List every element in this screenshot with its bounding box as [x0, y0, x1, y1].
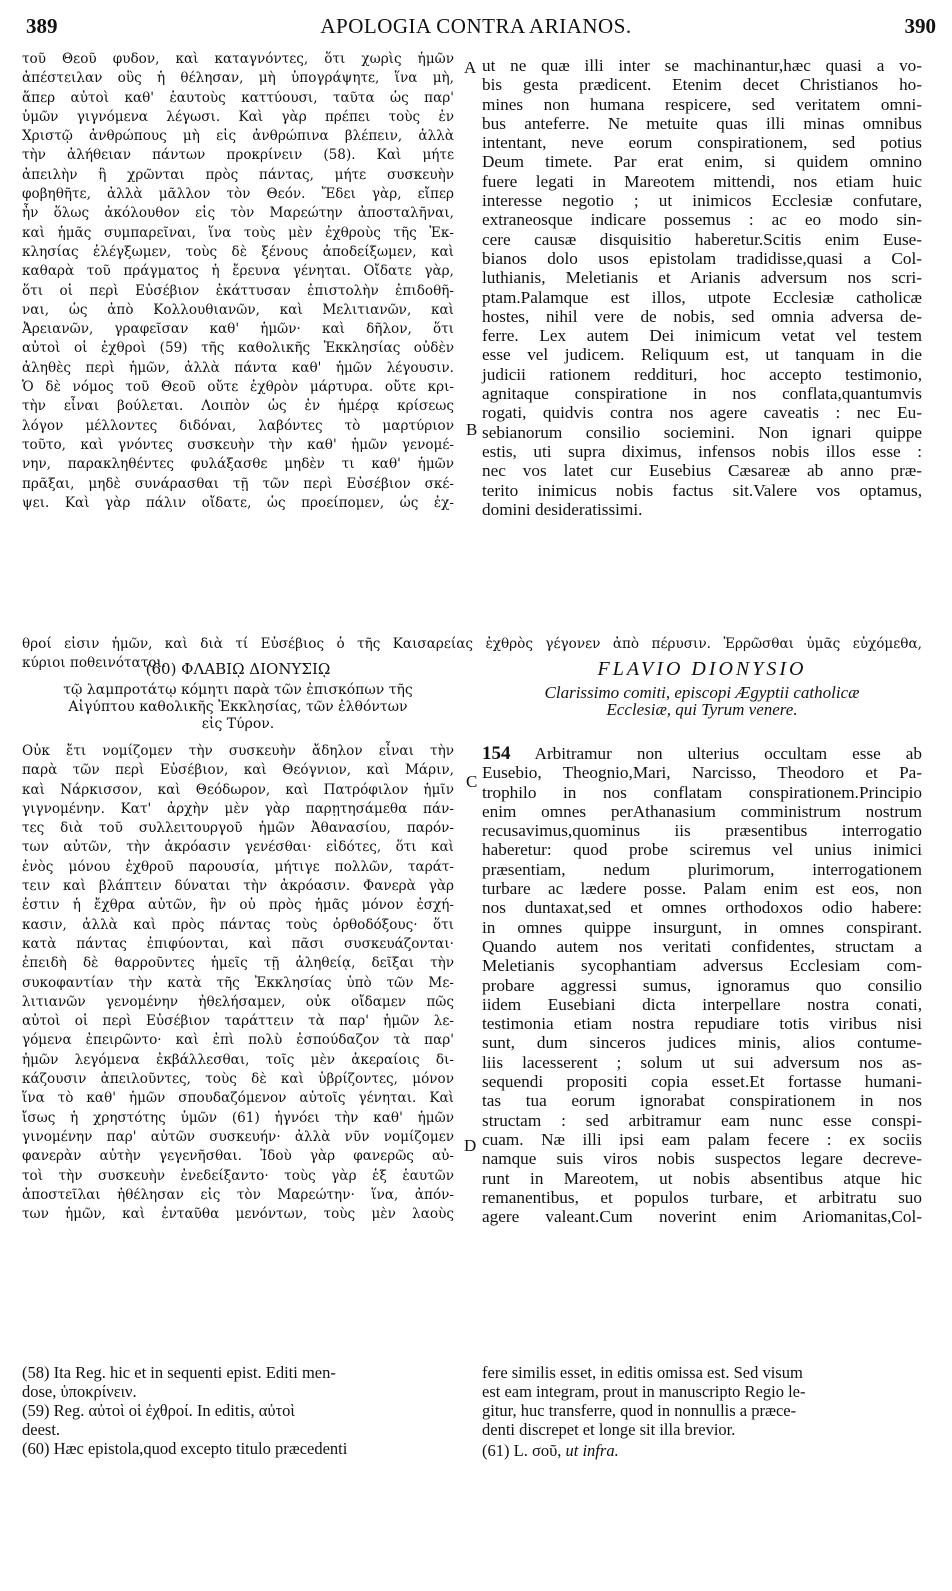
latin-top-line: intentant, neve eorum conspirationem, sed potius — [482, 133, 922, 153]
greek-top-line: φοβηθῆτε, ἀλλὰ μᾶλλον τὸν Θεόν. Ἔδει γὰρ, εἴπερ — [22, 186, 454, 203]
latin-body-line: iidem Eusebiani dicta interpellare nostra conati, — [482, 994, 922, 1014]
latin-body-first-line — [482, 744, 922, 763]
greek-top-line: καθαρὰ τοῦ πράγματος ἡ ἔρευνα γένηται. Οἴδατε γὰρ, — [22, 263, 454, 280]
margin-letter-b: B — [466, 420, 478, 439]
greek-body-line: τειν καὶ βλάπτειν δύναται τὴν ἀκρόασιν. Φανερὰ γὰρ — [22, 878, 454, 895]
greek-body-line: καὶ Νάρκισσον, καὶ Θεόδωρον, καὶ Πατρόφιλον ἡμῖν — [22, 781, 454, 798]
footnote-59-line-1: (59) Reg. αὐτοὶ οἱ ἐχθροί. In editis, αὐτοὶ — [22, 1401, 295, 1420]
greek-body-line: γόμενα ἐπειρῶντο· καὶ ἐπὶ πολὺ ἐσπούδαζον τὰ παρ' — [22, 1032, 454, 1049]
greek-column-top — [22, 50, 454, 513]
greek-body-line: ἐστιν ἡ ἔχθρα αὐτῶν, ἣν οὐ πρὸς ἡμᾶς μόνον ἐσχή- — [22, 897, 454, 914]
margin-letter-c: C — [466, 772, 478, 791]
page-header — [0, 14, 952, 44]
greek-top-line: τοῦτο, καὶ γνόντες συσκευὴν τὴν καθ' ἡμῶν γενομέ- — [22, 436, 454, 453]
latin-body-line: recusavimus,quominus iis præsentibus interrogatio — [482, 821, 922, 841]
latin-body-line: in omnes quippe insurgunt, in omnes conspirant. — [482, 917, 922, 937]
latin-top-line: bus anteferre. Ne metuite quas illi minas omnibus — [482, 113, 922, 133]
greek-tail-line: θροί εἰσιν ἡμῶν, καὶ διὰ τί Εὐσέβιος ὁ τῆς Καισαρείας ἐχθρὸς γέγονεν ἀπὸ πέρυσιν. Ἐρρῶσθαι ὑμᾶς εὐχόμεθα, — [22, 636, 922, 652]
latin-body-line: sunt, dum sinceros judices minis, alios contume- — [482, 1033, 922, 1053]
footnote-60-line-5: denti discrepet et longe sit illa brevior. — [482, 1420, 736, 1439]
latin-body-line: remanentibus, et populos turbare, et arbitratu suo — [482, 1187, 922, 1207]
latin-body-line: liis lacesserent ; solum ut sui adversum nos as- — [482, 1052, 922, 1072]
greek-top-line: ψει. Καὶ γὰρ πάλιν οἴδατε, ὡς προείπομεν, ὡς ἐχ- — [22, 494, 454, 511]
latin-body-line: cuam. Næ illi ipsi eam palam fecere : ex sociis — [482, 1129, 922, 1149]
greek-body-line: λιτιανῶν γενομένην ἠθελήσαμεν, οὐκ οἴδαμεν πῶς — [22, 993, 454, 1010]
latin-body-line: Eusebio, Theognio,Mari, Narcisso, Theodoro et Pa- — [482, 763, 922, 783]
footnote-60-line-1: (60) Hæc epistola,quod excepto titulo præcedenti — [22, 1439, 348, 1458]
greek-body-line: παρὰ τῶν περὶ Εὐσέβιον, καὶ Θεόγνιον, καὶ Μάριν, — [22, 762, 454, 779]
latin-heading-title: FLAVIO DIONYSIO — [597, 658, 807, 680]
latin-top-line: fuere legati in Mareotem mittendi, nos etiam huic — [482, 171, 922, 191]
greek-body-line: των αὐτῶν, τὴν ἀκρόασιν γενέσθαι· εἰδότες, ὅτι καὶ — [22, 839, 454, 856]
latin-body-line: enim omnes perAthanasium comministrum nostrum — [482, 801, 922, 821]
latin-top-line: cere causæ disquisitio haberetur.Scitis enim Euse- — [482, 229, 922, 249]
footnote-58-line-2: dose, ὑποκρίνειν. — [22, 1382, 137, 1401]
latin-body-line: probare aggressi sumus, ignoramus quo consilio — [482, 975, 922, 995]
greek-top-line: καὶ ἡμᾶς συμπαρεῖναι, ἵνα τοὺς μὲν ἐχθροὺς τῆς Ἐκ- — [22, 224, 454, 241]
greek-top-line: ὑμῶν γιγνόμενα λέγωσι. Καὶ γὰρ πρέπει τοὺς ἐν — [22, 108, 454, 125]
latin-top-line: estis, uti supra diximus, infensos nobis illos esse : — [482, 441, 922, 461]
greek-top-line: πρᾶξαι, μηδὲ συνάρασθαι τῇ τῶν περὶ Εὐσέβιον σκέ- — [22, 475, 454, 492]
running-title: APOLOGIA CONTRA ARIANOS. — [320, 14, 632, 38]
greek-top-line: ἀπειλὴν ἣ χρῶνται πρὸς πάντας, μήτε συσκευὴν — [22, 166, 454, 183]
latin-top-line: bis gesta prædicent. Etenim decet Christianos ho- — [482, 75, 922, 95]
latin-top-line: sebianorum consilio sociemini. Non ignari quippe — [482, 422, 922, 442]
page-number-left: 389 — [26, 14, 58, 38]
greek-top-line: ἀληθὲς περὶ ἡμῶν, ἀλλὰ πάντα καθ' ἡμῶν λέγουσιν. — [22, 359, 454, 376]
latin-body-lines — [482, 763, 922, 1226]
latin-body-line: testimonia etiam nostra repudiare totis viribus nisi — [482, 1014, 922, 1034]
greek-body-line: φανερὰν αὐτὴν γεγενῆσθαι. Ἰδοὺ γὰρ φανερῶς αὐ- — [22, 1148, 454, 1165]
greek-body-line: γινομένην παρ' αὐτῶν συσκευήν· ἀλλὰ νῦν νομίζομεν — [22, 1128, 454, 1145]
latin-column-body — [482, 744, 922, 1226]
latin-top-line: luthianis, Meletianis et Arianis adversum nos scri- — [482, 268, 922, 288]
latin-heading-line-1: Clarissimo comiti, episcopi Ægyptii catholicæ — [544, 683, 860, 702]
footnote-60-line-2: fere similis esset, in editis omissa est. Sed visum — [482, 1363, 803, 1382]
greek-body-line: των ἡμῶν, καὶ ἐνταῦθα μενόντων, τοὺς μὲν λαοὺς — [22, 1206, 454, 1223]
latin-column-top — [482, 56, 922, 519]
greek-top-line: ἅπερ αὐτοὶ καθ' ἑαυτοὺς καττύουσι, ταῦτα ὡς παρ' — [22, 89, 454, 106]
greek-body-line: ἡμῶν λεγόμενα ἐκβάλλεσθαι, τοῖς μὲν ἀκεραίοις δι- — [22, 1051, 454, 1068]
greek-top-line: Ὁ δὲ νόμος τοῦ Θεοῦ οὔτε ἐχθρὸν μάρτυρα. οὔτε κρι- — [22, 379, 454, 396]
greek-body-line: Οὐκ ἔτι νομίζομεν τὴν συσκευὴν ἄδηλον εἶναι τὴν — [22, 743, 454, 759]
greek-body-line: κάζουσιν ἀπειλοῦντες, τοὺς δὲ καὶ ὑβρίζοντες, μόνον — [22, 1071, 454, 1088]
greek-tail-line: κύριοι ποθεινότατοι. — [22, 655, 167, 672]
greek-top-line: κλησίας ἐλέγξωμεν, τοὺς δὲ ξένους ἀποδείξωμεν, καὶ — [22, 243, 454, 260]
footnote-61-prefix: (61) L. σοῦ, — [482, 1441, 562, 1460]
greek-body-line: γιγνομένην. Κατ' ἀρχὴν μὲν γὰρ παρῃτησάμεθα πάν- — [22, 800, 454, 817]
greek-body-line: τοὶ τὴν συσκευὴν ἐνεδείξαντο· τοὺς γὰρ ἑξ ἑαυτῶν — [22, 1167, 454, 1184]
latin-body-line: agere valeant.Cum noverint enim Ariomanitas,Col- — [482, 1207, 922, 1227]
greek-top-line: τὴν ἀλήθειαν πάντων προκρίνειν (58). Καὶ μήτε — [22, 147, 454, 164]
latin-top-line: ut ne quæ illi inter se machinantur,hæc quasi a vo- — [482, 56, 922, 75]
latin-body-line: turbare ac lædere posse. Palam enim est eos, non — [482, 879, 922, 899]
greek-body-line: ἐπειδὴ δὲ θαρροῦντες ἡμεῖς τῇ ἀληθείᾳ, δεῖξαι τὴν — [22, 955, 454, 972]
latin-top-line: judicii rationem reddituri, hoc accepto testimonio, — [482, 364, 922, 384]
greek-top-line: τὴν εἶναι βούλεται. Λοιπὸν ὡς ἐν ἡμέρᾳ κρίσεως — [22, 398, 454, 415]
latin-top-line: ferre. Lex autem Dei inimicum vetat vel testem — [482, 326, 922, 346]
latin-top-line: extraneosque indicare possemus : ac eo modo sin- — [482, 210, 922, 230]
greek-heading-line-2: Αἰγύπτου καθολικῆς Ἐκκλησίας, τῶν ἐλθόντων — [68, 699, 408, 715]
greek-top-line: νην, παρακληθέντες φυλάξασθε μηδὲν τι καθ' ἡμῶν — [22, 456, 454, 473]
footnote-61-italic: ut infra. — [565, 1441, 619, 1460]
latin-body-line: trophilo in nos conflatam conspirationem.Principio — [482, 782, 922, 802]
greek-body-line: ἀποστεῖλαι ἠθέλησαν εἰς τὸν Μαρεώτην· ἵνα, ἀπόν- — [22, 1186, 454, 1203]
greek-top-line: τοῦ Θεοῦ φυδον, καὶ καταγνόντες, ὅτι χωρὶς ἡμῶν — [22, 51, 454, 67]
greek-body-line: ἑνὸς μόνου ἐχθροῦ παρουσία, μήτιγε πολλῶν, ταράτ- — [22, 858, 454, 875]
latin-body-line: structam : sed arbitramur eam nunc esse conspi- — [482, 1110, 922, 1130]
latin-letter-heading — [482, 658, 922, 719]
page-number-right: 390 — [904, 14, 936, 38]
greek-top-line: λόγον μέλλοντες διδόναι, λαβόντες τὸ μαρτύριον — [22, 417, 454, 434]
footnotes-left — [22, 1363, 454, 1458]
greek-body-line: τες διὰ τοῦ συλλειτουργοῦ ἡμῶν Ἀθανασίου, παρόν- — [22, 820, 454, 837]
latin-top-line: interesse negotio ; ut inimicos Ecclesiæ confutare, — [482, 191, 922, 211]
greek-body-line: κασιν, ἀλλὰ καὶ πρὸς πάντας τοὺς ὀρθοδόξους· ὅτι — [22, 916, 454, 933]
margin-letter-a: A — [464, 58, 477, 77]
latin-body-line: tas tua eorum ignorabat conspirationem in nos — [482, 1091, 922, 1111]
latin-top-line: ptam.Palamque est illos, utpote Ecclesiæ catholicæ — [482, 287, 922, 307]
greek-heading-line-3: εἰς Τύρον. — [201, 716, 275, 732]
latin-top-line: esse vel judicem. Reliquum est, ut tanquam in die — [482, 345, 922, 365]
greek-top-line: ἦν ὅλως ἀκόλουθον εἰς τὸν Μαρεώτην ἀποσταλῆναι, — [22, 205, 454, 222]
greek-top-line: Χριστῷ ἀνθρώπους μὴ εἰς ἀνθρώπινα βλέπειν, ἀλλὰ — [22, 128, 454, 145]
latin-top-line: nec vos latet cur Eusebius Cæsareæ ab anno præ- — [482, 461, 922, 481]
latin-top-line: terito inimicus nobis factus sit.Valere vos optamus, — [482, 480, 922, 500]
footnote-58-line-1: (58) Ita Reg. hic et in sequenti epist. Editi men- — [22, 1363, 336, 1382]
footnote-59-line-2: deest. — [22, 1420, 61, 1439]
footnote-60-line-4: gitur, huc transferre, quod in nonnullis a præce- — [482, 1401, 797, 1420]
section-number: 154 — [482, 743, 511, 764]
latin-heading-line-2: Ecclesiæ, qui Tyrum venere. — [606, 700, 798, 719]
latin-body-line: Meletianis sycophantiam adversus Ecclesiam com- — [482, 956, 922, 976]
latin-top-line: agnitaque conspiratione in nos conflata,quantumvis — [482, 384, 922, 404]
footnotes-right — [482, 1363, 922, 1460]
greek-heading-title: (60) ΦΛΑΒΙῼ ΔΙΟΝΥΣΙῼ — [145, 660, 331, 678]
latin-body-line: haberetur: quod probe sciremus vel unius inimici — [482, 840, 922, 860]
greek-top-line: Ἀρειανῶν, γραφεῖσαν καθ' ἡμῶν· καὶ δῆλον, ὅτι — [22, 321, 454, 338]
greek-top-line: ναι, ὡς ἀπὸ Κολλουθιανῶν, καὶ Μελιτιανῶν, καὶ — [22, 301, 454, 318]
latin-top-line: hostes, nihil vere de nobis, sed omnia adversa de- — [482, 306, 922, 326]
greek-body-line: αὐτοὶ οἱ περὶ Εὐσέβιον ταράττειν τὰ παρ' ἡμῶν λε- — [22, 1013, 454, 1030]
footnote-60-line-3: est eam integram, prout in manuscripto Regio le- — [482, 1382, 806, 1401]
latin-body-line: Quando autem nos veritati confidentes, structam a — [482, 936, 922, 956]
latin-body-line: namque suis viros nobis suspectos legare decreve- — [482, 1149, 922, 1169]
latin-top-line: rogati, quidvis contra nos agere caveatis : nec Eu- — [482, 403, 922, 423]
latin-top-line: mines non humana respicere, sed veritatem omni- — [482, 94, 922, 114]
greek-body-line: συκοφαντίαν τὴν κατὰ τῆς Ἐκκλησίας ὑπὸ τῶν Με- — [22, 974, 454, 991]
latin-body-line: runt in Mareotem, ut nobis absentibus atque hic — [482, 1168, 922, 1188]
greek-body-line: ἵνα τὸ καθ' ἡμῶν σπουδαζόμενον αὐτοῖς γένηται. Καὶ — [22, 1090, 454, 1107]
latin-top-line: domini desideratissimi. — [482, 499, 643, 519]
greek-top-line: ὅτι οἱ περὶ Εὐσέβιον ἐκάττυσαν ἐπιστολὴν ἐπιδοθῆ- — [22, 282, 454, 299]
margin-letter-d: D — [464, 1136, 477, 1155]
latin-body-line: præsentiam, nedum plurimorum, interrogationem — [482, 859, 922, 879]
latin-body-line: nos duntaxat,sed et omnes orthodoxos odio habere: — [482, 898, 922, 918]
latin-top-line: Deum timete. Par erat enim, si quidem omnino — [482, 152, 922, 172]
latin-first-line-text: Arbitramur non ulterius occultam esse ab — [534, 744, 922, 763]
greek-top-line: αὐτοὶ οἱ ἐχθροὶ (59) τῆς καθολικῆς Ἐκκλησίας οὐδὲν — [22, 340, 454, 357]
greek-heading-line-1: τῷ λαμπροτάτῳ κόμητι παρὰ τῶν ἐπισκόπων τῆς — [63, 682, 413, 698]
latin-body-line: sequendi propositi copia esset.Et fortasse humani- — [482, 1072, 922, 1092]
greek-top-line: ἀπέστειλαν οὓς ἡ θέλησαν, μὴ ὑπογράψητε, ἵνα μὴ, — [22, 70, 454, 87]
greek-body-line: ἴσως ἡ χρηστότης ὑμῶν (61) ἠγνόει τὴν καθ' ἡμῶν — [22, 1109, 454, 1126]
greek-letter-heading — [22, 661, 454, 733]
greek-column-body — [22, 742, 454, 1224]
footnote-61 — [482, 1441, 922, 1460]
latin-top-line: bianos dolo usos epistolam tradidisse,quasi a Col- — [482, 248, 922, 268]
greek-body-line: κατὰ πάντας ἐπιφύονται, καὶ πᾶσι συσκευάζονται· — [22, 935, 454, 952]
